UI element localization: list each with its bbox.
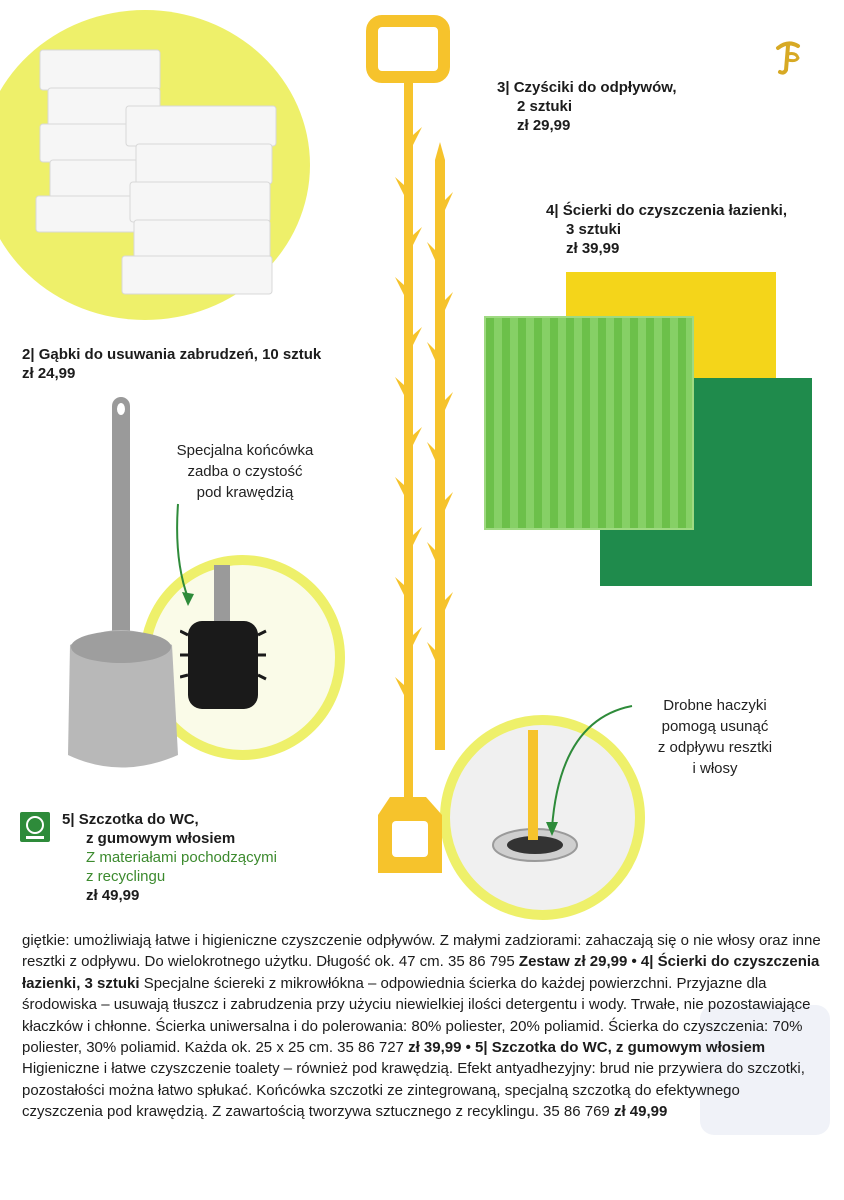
brush-price: zł 49,99 [613,1103,668,1121]
product-price: zł 49,99 [86,887,140,904]
sponges-image [30,40,290,300]
separator: • [627,953,641,971]
brand-logo-icon [772,40,804,76]
product-name-line2: z gumowym włosiem [86,830,236,847]
recycle-badge-icon [20,812,50,842]
product-price: zł 24,99 [22,365,76,382]
product-description [22,930,822,1123]
product-name: Czyściki do odpływów, [513,79,677,96]
cloths-heading: 4| Ścierki do czyszczenia łazienki, 3 sztuki [22,953,820,992]
description-text: giętkie: umożliwiają łatwe i higieniczne czyszczenie odpływów. Z małymi zadziorami: zahaczają się o nie włosy oraz inne resztki z odpływu. Do wielokrotnego użytku. Długość ok. 47 cm. 35 86 795 [22,932,821,971]
description-text: Higieniczne i łatwe czyszczenie toalety – również pod krawędzią. Efekt antyadhezyjny: brud nie przywiera do szczotki, pozostałości można łatwo spłukać. Końcówka szczotki ze zintegrowaną, specjalną szczotką do efektywnego czyszczenia pod krawędzią. Z zawartością tworzywa sztucznego z recyklingu. 35 86 769 [22,1060,805,1121]
brush-heading: 5| Szczotka do WC, z gumowym włosiem [475,1039,766,1057]
note-line: z odpływu resztki [657,739,773,756]
drain-cleaner-detail [528,730,538,840]
sponges-label [22,345,321,383]
note-line: i włosy [692,760,738,777]
cloths-label [546,201,787,258]
recycled-note: Z materiałami pochodzącymi [86,849,277,866]
note-line: Drobne haczyki [663,697,767,714]
product-number: 4| [546,202,559,219]
product-qty: 2 sztuki [517,98,573,115]
product-name: Szczotka do WC, [78,811,199,828]
set-price: Zestaw zł 29,99 [518,953,628,971]
arrow-icon [540,700,640,840]
brush-tip-note [150,440,340,503]
product-name: 2| Gąbki do usuwania zabrudzeń, 10 sztuk [22,346,322,363]
note-line: zadba o czystość [187,463,303,480]
brush-label [62,810,277,905]
cloths-price: zł 39,99 [408,1039,462,1057]
drain-cleaner-second-image [415,140,465,760]
description-text: Specjalne ściereki z mikrowłókna – odpowiednia ścierka do każdej powierzchni. Przyjazne dla środowiska – usuwają tłuszcz i zabrudzenia przy użyciu niewielkiej ilości detergentu i wody. Trwałe, nie pozostawiające kłaczków i chłonne. Ścierka uniwersalna i do polerowania: 80% poliester, 20% poliamid. Ścierka do czyszczenia: 70% poliester, 30% poliamid. Każda ok. 25 x 25 cm. 35 86 727 [22,974,811,1057]
note-line: pomogą usunąć [661,718,769,735]
product-name: Ścierki do czyszczenia łazienki, [562,202,787,219]
product-qty: 3 sztuki [566,221,622,238]
recycled-note-line2: z recyclingu [86,868,166,885]
note-line: pod krawędzią [196,484,294,501]
note-line: Specjalna końcówka [176,442,314,459]
arrow-icon [170,500,200,610]
separator: • [461,1039,476,1057]
product-number: 5| [62,811,75,828]
hooks-note [630,695,800,779]
drain-cleaners-label [497,78,677,135]
product-price: zł 29,99 [517,117,571,134]
green-striped-cloth [484,316,694,530]
product-number: 3| [497,79,510,96]
product-price: zł 39,99 [566,240,620,257]
